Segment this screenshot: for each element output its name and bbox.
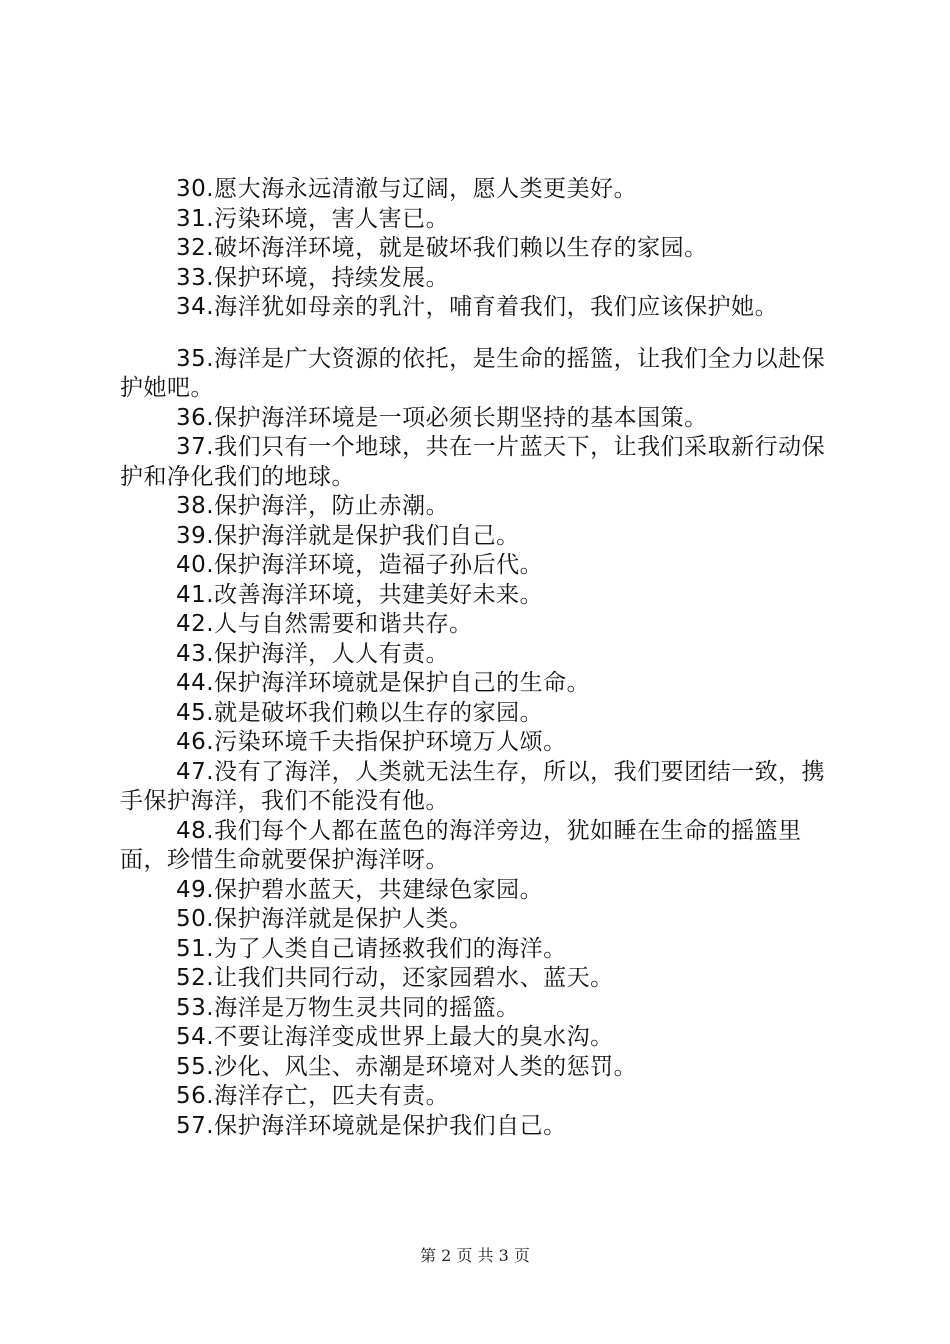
- page-number-label: 第 2 页 共 3 页: [420, 1246, 530, 1265]
- list-item: 34.海洋犹如母亲的乳汁，哺育着我们，我们应该保护她。: [176, 294, 779, 320]
- list-item: 54.不要让海洋变成世界上最大的臭水沟。: [176, 1024, 614, 1050]
- list-item: 36.保护海洋环境是一项必须长期坚持的基本国策。: [176, 404, 708, 431]
- list-item: 48.我们每个人都在蓝色的海洋旁边，犹如睡在生命的摇篮里面，珍惜生命就要保护海洋呀。: [120, 817, 802, 873]
- list-item: 42.人与自然需要和谐共存。: [176, 611, 473, 637]
- list-item: 32.破坏海洋环境，就是破坏我们赖以生存的家园。: [176, 235, 708, 261]
- list-item: 56.海洋存亡，匹夫有责。: [176, 1083, 450, 1109]
- list-item: 55.沙化、风尘、赤潮是环境对人类的惩罚。: [176, 1053, 638, 1080]
- document-body: [120, 175, 835, 1141]
- list-item: 43.保护海洋，人人有责。: [176, 640, 450, 667]
- list-item: 41.改善海洋环境，共建美好未来。: [176, 581, 544, 608]
- list-item: 53.海洋是万物生灵共同的摇篮。: [176, 994, 520, 1021]
- list-item: 33.保护环境，持续发展。: [176, 264, 450, 291]
- list-item: 37.我们只有一个地球，共在一片蓝天下，让我们采取新行动保护和净化我们的地球。: [120, 434, 826, 490]
- list-item: 40.保护海洋环境，造福子孙后代。: [176, 552, 544, 578]
- list-item: 44.保护海洋环境就是保护自己的生命。: [176, 670, 591, 696]
- page-footer: [0, 1243, 950, 1266]
- list-item: 50.保护海洋就是保护人类。: [176, 906, 473, 932]
- paragraph-gap: [120, 323, 835, 345]
- list-item: 46.污染环境千夫指保护环境万人颂。: [176, 729, 567, 755]
- list-item: 47.没有了海洋，人类就无法生存，所以，我们要团结一致，携手保护海洋，我们不能没有他。: [120, 758, 826, 814]
- list-item: 57.保护海洋环境就是保护我们自己。: [176, 1112, 567, 1139]
- list-item: 31.污染环境，害人害已。: [176, 205, 450, 232]
- list-item: 49.保护碧水蓝天，共建绿色家园。: [176, 876, 544, 903]
- list-item: 51.为了人类自己请拯救我们的海洋。: [176, 935, 567, 962]
- list-item: 39.保护海洋就是保护我们自己。: [176, 522, 520, 549]
- list-item: 52.让我们共同行动，还家园碧水、蓝天。: [176, 965, 614, 991]
- list-item: 45.就是破坏我们赖以生存的家园。: [176, 699, 544, 726]
- list-item: 30.愿大海永远清澈与辽阔，愿人类更美好。: [176, 176, 638, 202]
- list-item: 38.保护海洋，防止赤潮。: [176, 493, 450, 519]
- list-item: 35.海洋是广大资源的依托，是生命的摇篮，让我们全力以赴保护她吧。: [120, 345, 826, 401]
